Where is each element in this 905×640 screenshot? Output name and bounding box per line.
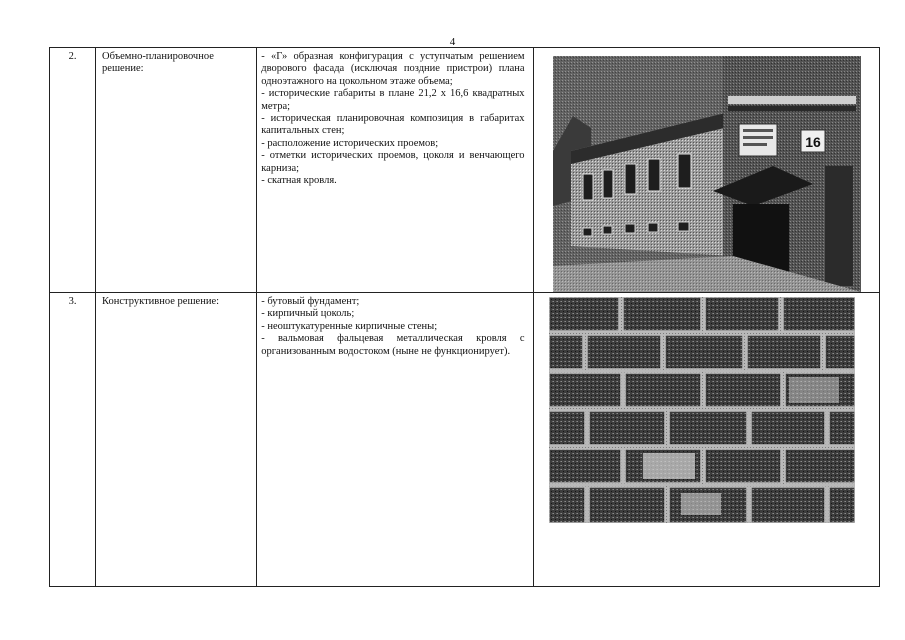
row-number: 3. xyxy=(50,293,96,587)
list-item: - «Г» образная конфигурация с уступчатым решением дворового фасада (исключая поздние пристрои) плана одноэтажного на цокольном этаже объема; xyxy=(261,51,525,87)
list-item: - исторические габариты в плане 21,2 х 16,6 квадратных метра; xyxy=(261,88,525,112)
house-number-sign: 16 xyxy=(804,134,821,150)
brick-wall-photo xyxy=(549,297,855,523)
row-number: 2. xyxy=(50,48,96,293)
list-item: - скатная кровля. xyxy=(261,175,337,187)
row-title: Объемно-планировочное решение: xyxy=(96,48,257,293)
list-item: - историческая планировочная композиция в габаритах капитальных стен; xyxy=(261,113,525,137)
row-title: Конструктивное решение: xyxy=(96,293,257,587)
table-row xyxy=(50,48,880,293)
list-item: - неоштукатуренные кирпичные стены; xyxy=(261,320,438,332)
photo-cell xyxy=(533,293,879,587)
list-item: - бутовый фундамент; xyxy=(261,296,360,307)
table-row xyxy=(50,293,880,587)
list-item: - вальмовая фальцевая металлическая кровля с организованным водостоком (ныне не функционирует). xyxy=(261,333,525,357)
building-facade-photo xyxy=(553,56,861,292)
photo-cell xyxy=(533,48,879,293)
list-item: - отметки исторических проемов, цоколя и венчающего карниза; xyxy=(261,150,525,174)
list-item: - расположение исторических проемов; xyxy=(261,137,439,149)
page-number: 4 xyxy=(449,36,456,48)
row-description xyxy=(257,48,533,293)
row-description xyxy=(257,293,533,587)
list-item: - кирпичный цоколь; xyxy=(261,308,355,320)
characteristics-table xyxy=(49,47,880,587)
